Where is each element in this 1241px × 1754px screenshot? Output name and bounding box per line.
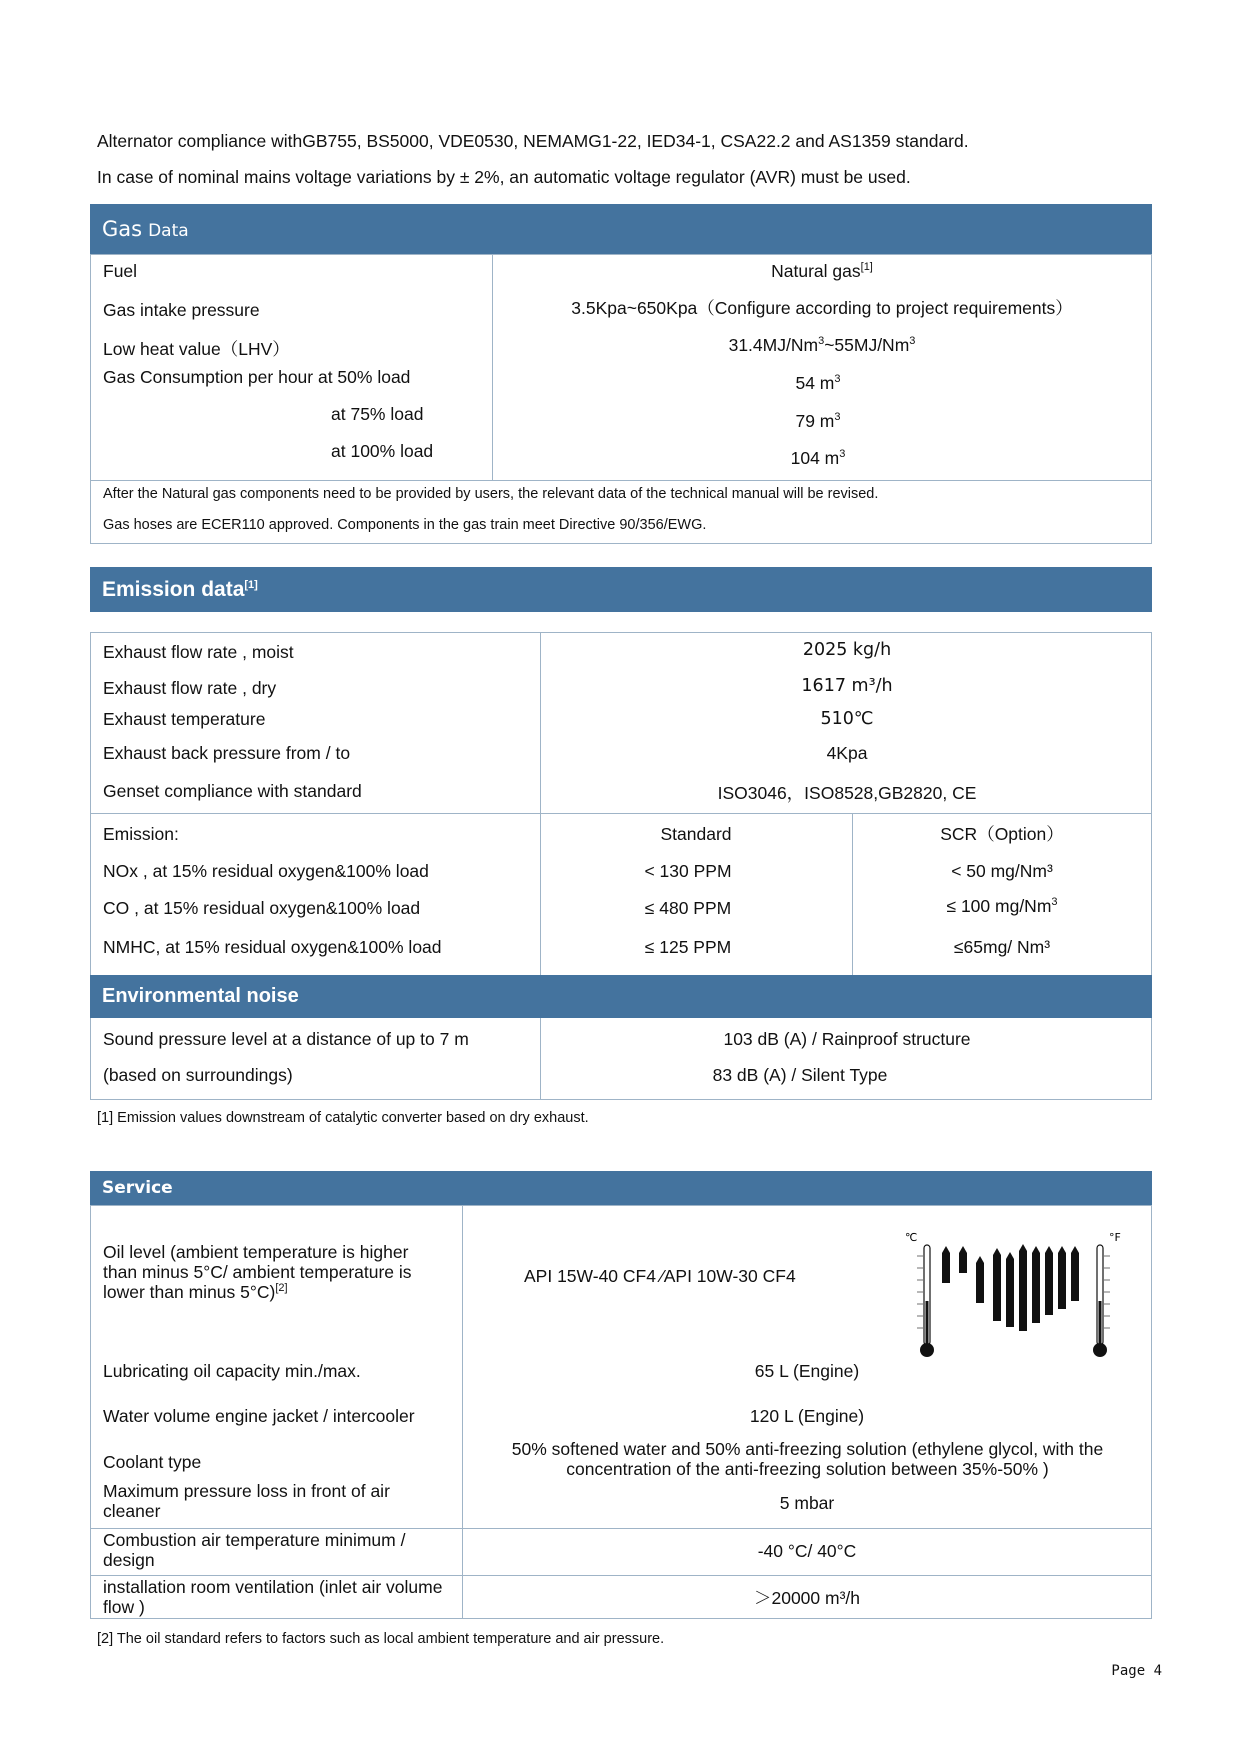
noise-value: 103 dB (A) / Rainproof structure [723, 1029, 971, 1049]
oil-standard-value: API 15W-40 CF4 ⁄API 10W-30 CF4 [524, 1266, 796, 1286]
alternator-compliance-text: Alternator compliance withGB755, BS5000, VDE0530, NEMAMG1-22, IED34-1, CSA22.2 and AS1359 standard. [97, 131, 969, 151]
service-row-value: 120 L (Engine) [749, 1406, 865, 1426]
service-row-value: -40 °C/ 40°C [757, 1541, 857, 1561]
emission-row-label: Exhaust flow rate , dry [103, 678, 277, 698]
service-row-value: 65 L (Engine) [754, 1361, 860, 1381]
noise-value: 83 dB (A) / Silent Type [712, 1065, 888, 1085]
noise-label: Sound pressure level at a distance of up to 7 m [103, 1029, 469, 1049]
emission-scr-value: ≤65mg/ Nm³ [953, 937, 1051, 957]
lhv-label: Low heat value（LHV） [103, 339, 290, 359]
emission-scr-value: < 50 mg/Nm³ [951, 861, 1053, 881]
emission-header-scr: SCR（Option） [940, 824, 1064, 844]
service-row-label: Lubricating oil capacity min./max. [103, 1361, 361, 1381]
consumption-75-value: 79 $m^3$ [795, 411, 841, 431]
emission-footnote: [1] Emission values downstream of catalytic converter based on dry exhaust. [97, 1110, 589, 1126]
sae-viscosity-chart [895, 1231, 1130, 1361]
emission-pollutant-label: NMHC, at 15% residual oxygen&100% load [103, 937, 442, 957]
load-100-label: at 100% load [331, 441, 434, 461]
emission-row-label: Exhaust temperature [103, 709, 266, 729]
emission-pollutant-label: NOx , at 15% residual oxygen&100% load [103, 861, 429, 881]
service-title: Service [102, 1178, 173, 1198]
emission-standard-value: < 130 PPM [644, 861, 732, 881]
consumption-100-value: 104 $m^3$ [790, 448, 846, 468]
emission-row-label: Exhaust back pressure from / to [103, 743, 351, 763]
service-row-value: 50% softened water and 50% anti-freezing solution (ethylene glycol, with the concentration of the anti-freezing solution between 35%-50% ) [511, 1439, 1104, 1479]
gas-data-title-main: Gas [102, 217, 143, 241]
gas-intake-pressure-label: Gas intake pressure [103, 300, 260, 320]
emission-data-title: Emission data[1] [102, 577, 258, 601]
emission-data-header [90, 567, 1152, 612]
consumption-50-value: 54 $m^3$ [795, 373, 841, 393]
emission-row-value: 510℃ [820, 709, 874, 729]
emission-standard-value: ≤ 480 PPM [644, 898, 732, 918]
avr-requirement-text: In case of nominal mains voltage variations by ± 2%, an automatic voltage regulator (AVR) must be used. [97, 167, 911, 187]
service-header [90, 1171, 1152, 1205]
gas-note-users: After the Natural gas components need to be provided by users, the relevant data of the technical manual will be revised. [103, 486, 879, 502]
lhv-value: 31.4MJ/Nm$^3$~55MJ/Nm$^3$ [728, 335, 916, 355]
noise-label: (based on surroundings) [103, 1065, 293, 1085]
emission-header-label: Emission: [103, 824, 179, 844]
emission-pollutant-label: CO , at 15% residual oxygen&100% load [103, 898, 421, 918]
emission-row-label: Genset compliance with standard [103, 781, 362, 801]
gas-data-title-sub: Data [148, 220, 189, 241]
svg-text:°F: °F [1109, 1231, 1121, 1244]
svg-text:℃: ℃ [905, 1231, 918, 1244]
fuel-value: Natural gas[1] [771, 261, 873, 281]
emission-row-value: 2025 kg/h [802, 640, 892, 660]
service-row-value: 5 mbar [779, 1493, 835, 1513]
service-row-value: ＞20000 m³/h [753, 1588, 861, 1608]
gas-note-hoses: Gas hoses are ECER110 approved. Components in the gas train meet Directive 90/356/EWG. [103, 517, 707, 533]
page-number: Page 4 [1111, 1663, 1162, 1679]
service-row-label: Maximum pressure loss in front of air cleaner [103, 1481, 390, 1521]
gas-intake-pressure-value: 3.5Kpa~650Kpa（Configure according to project requirements） [571, 298, 1073, 318]
service-row-label: Water volume engine jacket / intercooler [103, 1406, 415, 1426]
emission-standard-value: ≤ 125 PPM [644, 937, 732, 957]
emission-row-value: ISO3046，ISO8528,GB2820, CE [717, 783, 977, 803]
load-75-label: at 75% load [331, 404, 424, 424]
oil-level-label: Oil level (ambient temperature is higher than minus 5°C/ ambient temperature is lower than minus 5°C)[2] [103, 1242, 412, 1302]
fuel-label: Fuel [103, 261, 138, 281]
service-footnote: [2] The oil standard refers to factors such as local ambient temperature and air pressure. [97, 1631, 665, 1647]
emission-row-label: Exhaust flow rate , moist [103, 642, 294, 662]
service-row-label: Combustion air temperature minimum / design [103, 1530, 406, 1570]
service-row-label: installation room ventilation (inlet air volume flow ) [103, 1577, 443, 1617]
service-row-label: Coolant type [103, 1452, 202, 1472]
environmental-noise-header [90, 975, 1152, 1018]
emission-row-value: 4Kpa [826, 743, 868, 763]
emission-header-standard: Standard [660, 824, 732, 844]
emission-row-value: 1617 m³/h [801, 676, 893, 696]
gas-consumption-label: Gas Consumption per hour at 50% load [103, 367, 411, 387]
gas-data-header [90, 204, 1152, 254]
emission-scr-value: ≤ 100 mg/Nm$^3$ [946, 896, 1058, 916]
environmental-noise-title: Environmental noise [102, 985, 299, 1007]
